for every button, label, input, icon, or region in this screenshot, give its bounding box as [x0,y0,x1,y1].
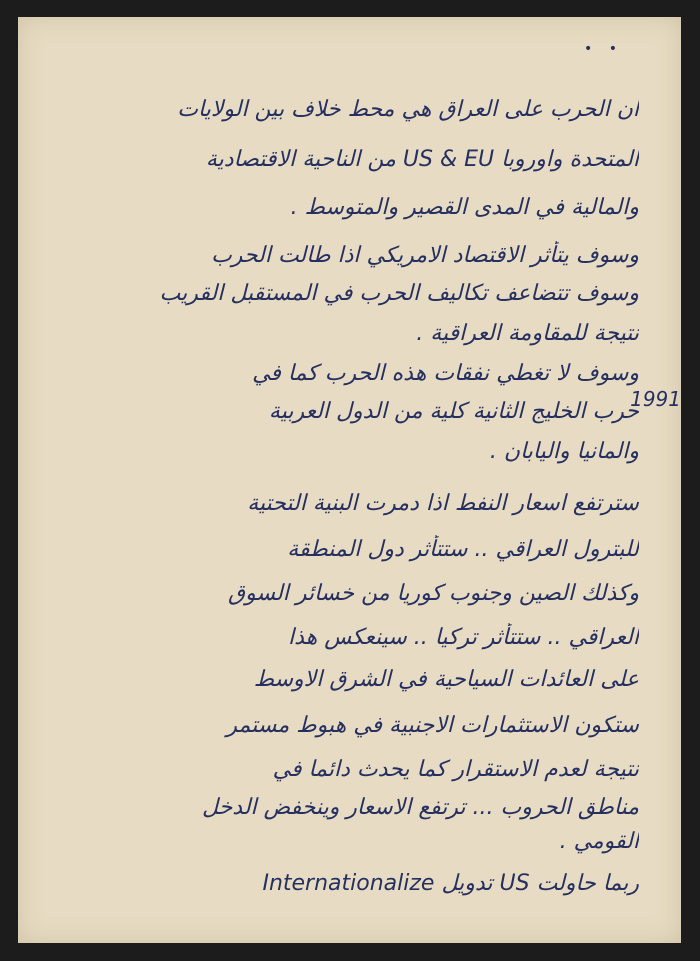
text-line: نتيجة لعدم الاستقرار كما يحدث دائما في [272,757,639,782]
handwritten-page [18,17,681,943]
text-line: حرب الخليج الثانية كلية من الدول العربية [268,399,639,424]
margin-year: 1991 [630,387,681,411]
text-line: وكذلك الصين وجنوب كوريا من خسائر السوق [228,581,639,606]
text-line: على العائدات السياحية في الشرق الاوسط [253,667,639,692]
text-line: ستكون الاستثمارات الاجنبية في هبوط مستمر [226,713,639,738]
text-line: والمانيا واليابان . [489,439,639,464]
text-line: القومي . [559,829,639,854]
text-line: وسوف يتأثر الاقتصاد الامريكي اذا طالت الحرب [211,243,639,268]
text-line: وسوف لا تغطي نفقات هذه الحرب كما في [252,361,639,386]
text-line: المتحدة واوروبا US & EU من الناحية الاقتصادية [205,147,639,172]
ink-dots-mark: • • [584,41,623,57]
text-line: سترتفع اسعار النفط اذا دمرت البنية التحتية [247,491,639,516]
text-line: نتيجة للمقاومة العراقية . [416,321,639,346]
text-line: مناطق الحروب ... ترتفع الاسعار وينخفض الدخل [202,795,639,820]
text-block [46,17,639,943]
text-line: وسوف تتضاعف تكاليف الحرب في المستقبل القريب [159,281,639,306]
text-line: العراقي .. ستتأثر تركيا .. سينعكس هذا [287,625,639,650]
text-line: ربما حاولت US تدويل Internationalize [262,871,639,896]
text-line: للبترول العراقي .. ستتأثر دول المنطقة [287,537,639,562]
text-line: ان الحرب على العراق هي محط خلاف بين الولايات [177,97,639,122]
text-line: والمالية في المدى القصير والمتوسط . [290,195,639,220]
